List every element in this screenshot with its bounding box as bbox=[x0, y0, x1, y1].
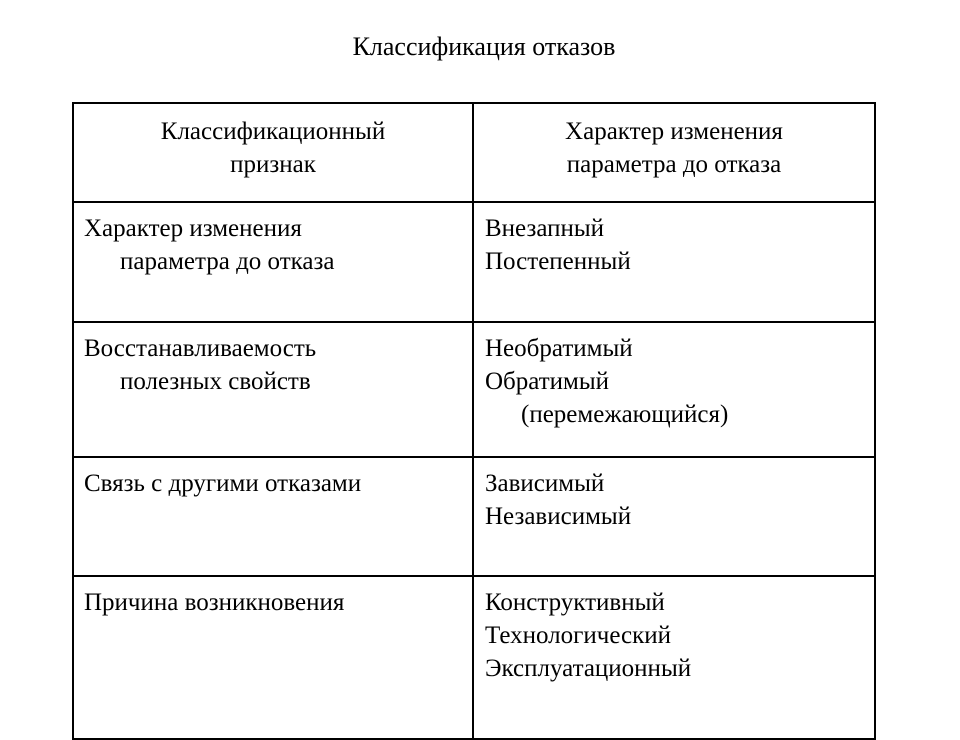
type-text: Необратимый bbox=[485, 335, 633, 362]
criterion-text: полезных свойств bbox=[120, 368, 311, 395]
table-row bbox=[73, 202, 875, 322]
table-row bbox=[73, 576, 875, 739]
types-cell bbox=[473, 457, 875, 576]
criterion-cell bbox=[73, 457, 473, 576]
types-cell bbox=[473, 322, 875, 457]
type-text: Постепенный bbox=[485, 248, 631, 275]
criterion-cell bbox=[73, 322, 473, 457]
header-criterion bbox=[73, 103, 473, 202]
header-change-line-2: параметра до отказа bbox=[566, 151, 782, 178]
criterion-text: Связь с другими отказами bbox=[84, 470, 362, 497]
header-criterion-line-1: Классификационный bbox=[160, 118, 386, 145]
page-title: Классификация отказов bbox=[352, 32, 616, 61]
criterion-cell bbox=[73, 202, 473, 322]
types-cell bbox=[473, 576, 875, 739]
type-text: Технологический bbox=[485, 622, 672, 649]
criterion-text: Восстанавливаемость bbox=[84, 335, 317, 362]
type-text: Внезапный bbox=[485, 215, 605, 242]
type-text: Конструктивный bbox=[485, 589, 665, 616]
type-text: Эксплуатационный bbox=[485, 655, 692, 682]
criterion-text: Причина возникновения bbox=[84, 589, 345, 616]
table-row bbox=[73, 322, 875, 457]
table-row bbox=[73, 457, 875, 576]
header-change-character bbox=[473, 103, 875, 202]
type-text: Обратимый bbox=[485, 368, 610, 395]
type-text: Зависимый bbox=[485, 470, 605, 497]
type-text: Независимый bbox=[485, 503, 632, 530]
type-text: (перемежающийся) bbox=[521, 401, 729, 428]
types-cell bbox=[473, 202, 875, 322]
criterion-text: параметра до отказа bbox=[120, 248, 335, 275]
criterion-text: Характер изменения bbox=[84, 215, 302, 242]
table-header-row bbox=[73, 103, 875, 202]
header-change-line-1: Характер изменения bbox=[565, 118, 783, 145]
criterion-cell bbox=[73, 576, 473, 739]
classification-table bbox=[72, 102, 876, 740]
header-criterion-line-2: признак bbox=[230, 151, 316, 178]
